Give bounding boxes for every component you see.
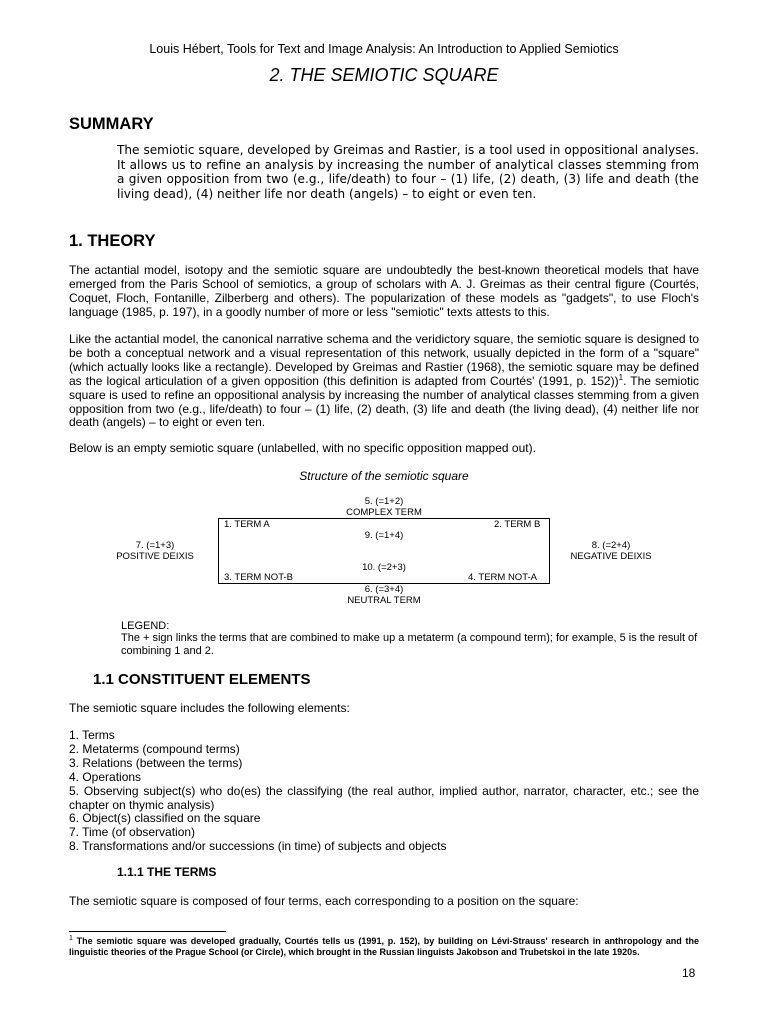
list-item: 8. Transformations and/or successions (in time) of subjects and objects — [69, 839, 447, 854]
list-item: 1. Terms — [69, 728, 115, 742]
neutral-term-label: NEUTRAL TERM — [347, 595, 421, 606]
constituents-heading: 1.1 CONSTITUENT ELEMENTS — [93, 671, 311, 688]
list-item: 2. Metaterms (compound terms) — [69, 741, 240, 756]
footnote-reference[interactable]: 1 — [618, 372, 624, 382]
term-not-b-label: 3. TERM NOT-B — [224, 572, 293, 583]
theory-paragraph-1: The actantial model, isotopy and the semiotic square are undoubtedly the best-known theoretical models that have emerged from the Paris School of semiotics, a group of scholars with A. J. Greimas as their central figure (Courtés, Coquet, Floch, Fontanille, Zilberberg and others). The popularization of these models as "gadgets", to use Floch's language (1985, p. 197), in a goodly number of more or less "semiotic" texts attests to this. — [69, 263, 699, 319]
list-item: 6. Object(s) classified on the square — [69, 811, 261, 826]
figure-caption: Structure of the semiotic square — [299, 469, 469, 483]
list-item: 7. Time (of observation) — [69, 825, 196, 840]
theory-heading: 1. THEORY — [69, 232, 156, 250]
legend-text: The + sign links the terms that are combined to make up a metaterm (a compound term); for example, 5 is the result of combining 1 and 2. — [121, 632, 698, 657]
complex-term-label: COMPLEX TERM — [346, 507, 422, 518]
terms-paragraph: The semiotic square is composed of four terms, each corresponding to a position on the square: — [69, 894, 579, 908]
negative-deixis-number: 8. (=2+4) — [591, 540, 631, 551]
positive-deixis-label: POSITIVE DEIXIS — [116, 551, 194, 562]
running-head: Louis Hébert, Tools for Text and Image Analysis: An Introduction to Applied Semiotics — [149, 42, 619, 56]
footnote — [69, 936, 699, 958]
list-item: 5. Observing subject(s) who do(es) the classifying (the real author, implied author, narrator, character, etc.; see the chapter on thymic analysis) — [69, 783, 699, 812]
constituents-intro: The semiotic square includes the following elements: — [69, 701, 350, 715]
theory-paragraph-2-text-b: . The semiotic square is used to refine an oppositional analysis by increasing the number of analytical classes stemming from a given opposition from two (e.g., life/death) to four – (1) life, (2) death, (3) life and death (the living dead), (4) neither life nor death (angels) – to eight or even ten. — [69, 373, 699, 430]
theory-paragraph-2 — [69, 333, 699, 430]
page-number: 18 — [682, 966, 696, 980]
list-item: 4. Operations — [69, 769, 142, 784]
complex-term-number: 5. (=1+2) — [364, 496, 404, 507]
footnote-marker: 1 — [69, 935, 73, 942]
list-item: 3. Relations (between the terms) — [69, 755, 243, 770]
term-not-a-label: 4. TERM NOT-A — [468, 572, 537, 583]
positive-deixis-number: 7. (=1+3) — [135, 540, 175, 551]
legend-heading: LEGEND: — [121, 620, 170, 632]
theory-paragraph-2-text-a: Like the actantial model, the canonical narrative schema and the veridictory square, the semiotic square is designed to be both a conceptual network and a visual representation of this network, usually depicted in the form of a "square" (which actually looks like a rectangle). Developed by Greimas and Rastier (1968), the semiotic square may be defined as the logical articulation of a given opposition (this definition is adapted from Courtés' (1991, p. 152)) — [69, 332, 699, 388]
metaterm-9-label: 9. (=1+4) — [364, 530, 404, 541]
footnote-divider — [69, 931, 226, 932]
metaterm-10-label: 10. (=2+3) — [362, 562, 406, 573]
summary-text: The semiotic square, developed by Greimas and Rastier, is a tool used in oppositional analyses. It allows us to refine an analysis by increasing the number of analytical classes stemming from a given opposition from two (e.g., life/death) to four – (1) life, (2) death, (3) life and death (the living dead), (4) neither life nor death (angels) – to eight or even ten. — [117, 143, 699, 201]
chapter-title: 2. THE SEMIOTIC SQUARE — [269, 65, 499, 85]
term-a-label: 1. TERM A — [224, 519, 270, 530]
theory-paragraph-3: Below is an empty semiotic square (unlabelled, with no specific opposition mapped out). — [69, 441, 536, 455]
constituents-list — [69, 729, 699, 854]
term-b-label: 2. TERM B — [494, 519, 541, 530]
terms-heading: 1.1.1 THE TERMS — [117, 865, 217, 879]
footnote-text: The semiotic square was developed gradually, Courtés tells us (1991, p. 152), by building on Lévi-Strauss' research in anthropology and the linguistic theories of the Prague School (or Circle), which brought in the Russian linguists Jakobson and Trubetskoi in the late 1920s. — [69, 936, 699, 957]
negative-deixis-label: NEGATIVE DEIXIS — [570, 551, 652, 562]
summary-heading: SUMMARY — [69, 115, 154, 133]
neutral-term-number: 6. (=3+4) — [364, 584, 404, 595]
